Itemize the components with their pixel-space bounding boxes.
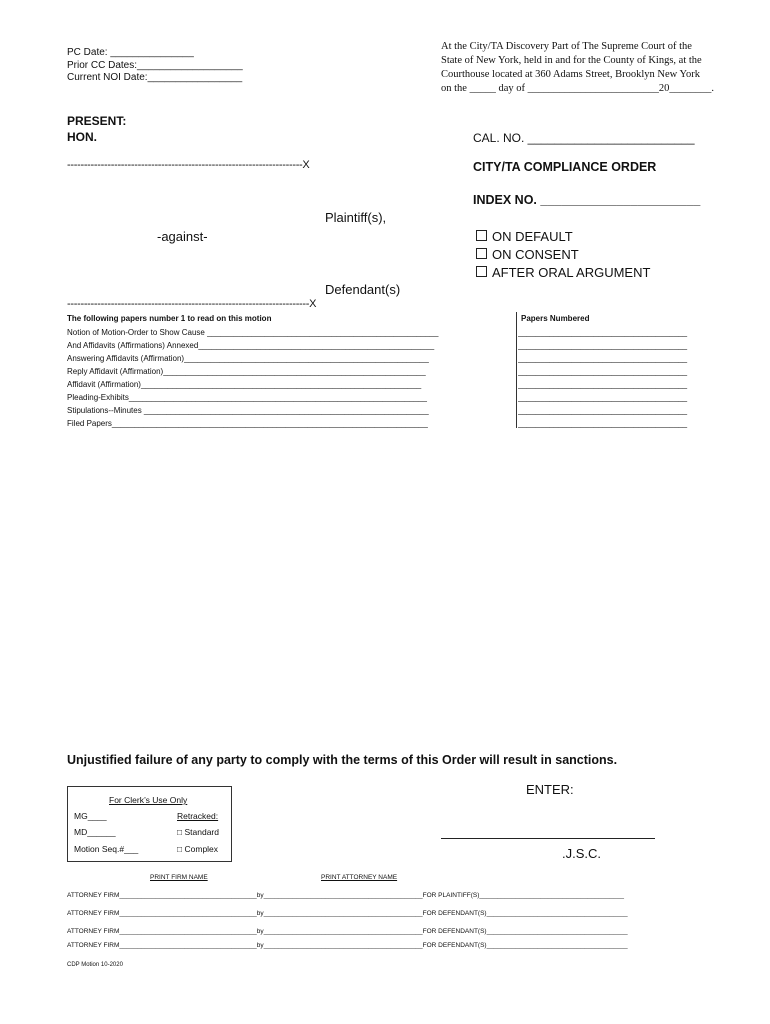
court-line: on the _____ day of _________________________20________. [441,83,714,94]
papers-header: The following papers number 1 to read on this motion [67,314,272,323]
jsc-label: .J.S.C. [562,846,602,861]
papers-row[interactable]: Stipulations--Minutes ________________________________________________________________ [67,406,429,415]
attorney-row-plaintiff[interactable]: ATTORNEY FIRM______________________________________by____________________________________________FOR PLAINTIFF(S)________________________________________ [67,892,624,899]
papers-number-field[interactable]: ______________________________________ [518,341,688,350]
checkbox-icon[interactable] [476,230,487,241]
clerk-use-box [67,786,232,862]
papers-number-field[interactable]: ______________________________________ [518,419,688,428]
court-line: State of New York, held in and for the County of Kings, at the [441,55,702,66]
enter-label: ENTER: [526,782,574,797]
option-label: ON CONSENT [492,247,579,262]
signature-line[interactable] [441,838,655,839]
option-label: ON DEFAULT [492,229,573,244]
print-firm-label: PRINT FIRM NAME [150,874,208,881]
court-line: Courthouse located at 360 Adams Street, Brooklyn New York [441,69,700,80]
complex-option[interactable]: □ Complex [177,844,219,854]
option-on-consent[interactable] [476,247,579,262]
present-label: PRESENT: [67,114,127,128]
cal-no-field[interactable]: CAL. NO. _________________________ [473,131,695,145]
standard-option[interactable]: □ Standard [177,827,219,837]
retracked-label: Retracked: [177,811,219,821]
checkbox-icon[interactable] [476,266,487,277]
court-statement [441,40,727,96]
papers-number-field[interactable]: ______________________________________ [518,367,688,376]
defendant-label: Defendant(s) [325,282,401,297]
papers-row[interactable]: Notion of Motion-Order to Show Cause ____________________________________________________ [67,328,439,337]
against-label: -against- [157,229,208,244]
papers-row[interactable]: Answering Affidavits (Affirmation)_______________________________________________________ [67,354,429,363]
papers-number-field[interactable]: ______________________________________ [518,380,688,389]
option-label: AFTER ORAL ARGUMENT [492,265,651,280]
mg-field[interactable]: MG____ [74,811,107,821]
papers-row[interactable]: And Affidavits (Affirmations) Annexed_____________________________________________________ [67,341,435,350]
papers-row[interactable]: Reply Affidavit (Affirmation)___________________________________________________________ [67,367,426,376]
current-noi-date-field[interactable]: Current NOI Date:_________________ [67,72,243,83]
order-title: CITY/TA COMPLIANCE ORDER [473,160,657,174]
papers-row[interactable]: Affidavit (Affirmation)_______________________________________________________________ [67,380,422,389]
attorney-row-defendant[interactable]: ATTORNEY FIRM______________________________________by____________________________________________FOR DEFENDANT(S)_______________________________________ [67,928,628,935]
plaintiff-label: Plaintiff(s), [325,210,387,225]
option-after-oral-argument[interactable] [476,265,650,280]
court-line: At the City/TA Discovery Part of The Supreme Court of the [441,41,692,52]
papers-number-field[interactable]: ______________________________________ [518,406,688,415]
papers-number-field[interactable]: ______________________________________ [518,328,688,337]
form-footer-code: CDP Motion 10-2020 [67,962,123,968]
papers-divider [516,312,517,428]
caption-divider-2: ------------------------------------------------------------------------X [67,298,317,310]
prior-cc-dates-field[interactable]: Prior CC Dates:___________________ [67,59,243,71]
md-field[interactable]: MD______ [74,827,116,837]
sanctions-notice: Unjustified failure of any party to comply with the terms of this Order will result in sanctions. [67,753,618,767]
hon-label: HON. [67,130,97,144]
papers-row[interactable]: Pleading-Exhibits___________________________________________________________________ [67,393,427,402]
date-block [67,47,243,85]
papers-numbered-list [518,326,695,430]
papers-row[interactable]: Filed Papers_______________________________________________________________________ [67,419,428,428]
caption-divider: ----------------------------------------------------------------------X [67,159,310,171]
pc-date-field[interactable]: PC Date: _______________ [67,47,194,58]
clerk-title: For Clerk’s Use Only [109,795,188,805]
attorney-row-defendant[interactable]: ATTORNEY FIRM______________________________________by____________________________________________FOR DEFENDANT(S)_______________________________________ [67,910,628,917]
index-no-field[interactable]: INDEX NO. _______________________ [473,193,701,207]
checkbox-icon[interactable] [476,248,487,259]
option-on-default[interactable] [476,229,573,244]
papers-numbered-header: Papers Numbered [521,314,590,323]
papers-list [67,326,515,430]
papers-number-field[interactable]: ______________________________________ [518,393,688,402]
papers-number-field[interactable]: ______________________________________ [518,354,688,363]
motion-seq-field[interactable]: Motion Seq.#___ [74,844,139,854]
attorney-row-defendant[interactable]: ATTORNEY FIRM______________________________________by____________________________________________FOR DEFENDANT(S)_______________________________________ [67,942,628,949]
print-attorney-label: PRINT ATTORNEY NAME [321,874,398,881]
